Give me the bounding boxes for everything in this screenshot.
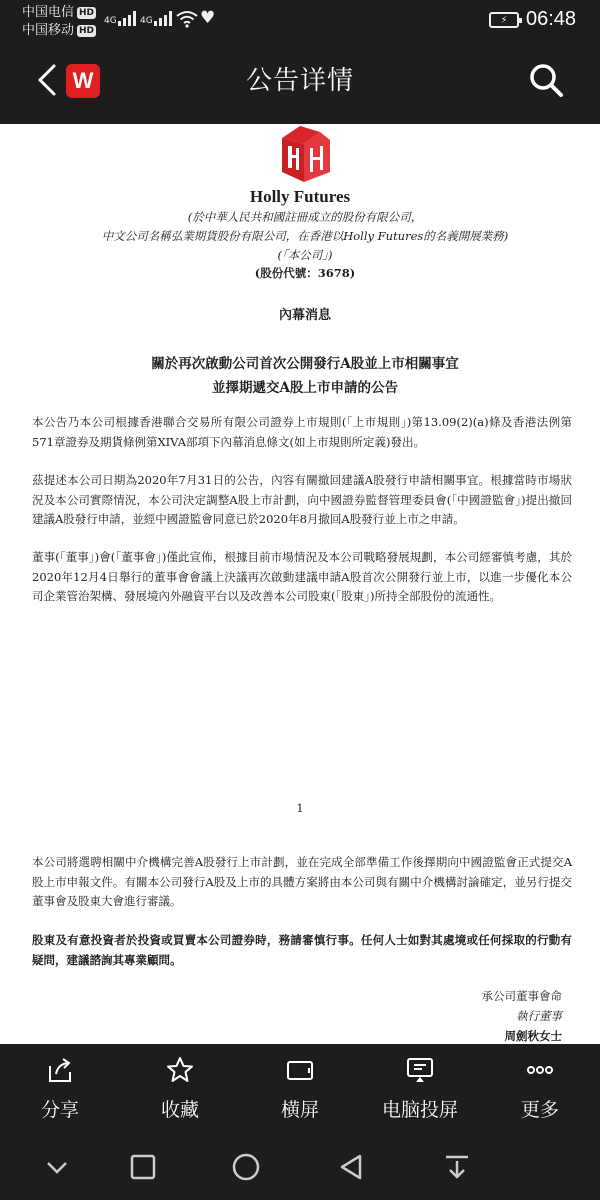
hd-badge-2: HD: [79, 26, 95, 36]
share-label: 分享: [40, 1099, 79, 1121]
landscape-button[interactable]: [240, 1044, 360, 1132]
landscape-label: 横屏: [280, 1099, 319, 1121]
battery-icon: ⚡: [489, 12, 519, 28]
network-type-2: 4G: [140, 16, 153, 26]
more-label: 更多: [520, 1099, 559, 1121]
signature-line-1: 承公司董事會命: [481, 989, 562, 1003]
signature-line-3: 周劍秋女士: [504, 1029, 562, 1043]
chevron-down-icon[interactable]: [42, 1152, 72, 1182]
favorite-label: 收藏: [160, 1099, 199, 1121]
home-icon[interactable]: [231, 1152, 261, 1182]
share-icon: [46, 1056, 74, 1084]
back-nav-icon[interactable]: [336, 1152, 366, 1182]
recent-apps-icon[interactable]: [128, 1152, 158, 1182]
cast-icon: [406, 1056, 434, 1084]
carrier-2-label: 中国移动: [22, 23, 75, 38]
landscape-icon: [286, 1056, 314, 1084]
status-bar: [0, 0, 600, 44]
more-button[interactable]: [480, 1044, 600, 1132]
cast-button[interactable]: [360, 1044, 480, 1132]
star-icon: [166, 1056, 194, 1084]
more-icon: [526, 1056, 554, 1084]
incorporation-note: (於中華人民共和國註冊成立的股份有限公司，: [187, 210, 423, 224]
favorite-button[interactable]: [120, 1044, 240, 1132]
company-reference: (「本公司」): [277, 248, 333, 262]
stock-code: (股份代號：3678): [254, 266, 356, 280]
carrier-1-label: 中国电信: [22, 5, 75, 20]
app-logo-icon: W: [66, 64, 100, 98]
chinese-name-note: 中文公司名稱弘業期貨股份有限公司，在香港以Holly Futures的名義開展業務): [101, 229, 509, 243]
page-title: 公告详情: [245, 66, 354, 96]
company-name: Holly Futures: [249, 187, 351, 206]
system-nav-bar: [0, 1132, 600, 1200]
paragraph-5: 股東及有意投資者於投資或買賣本公司證券時，務請審慎行事。任何人士如對其處境或任何採取的行動有疑問，建議諮詢其專業顧問。: [32, 933, 572, 967]
cast-label: 电脑投屏: [381, 1099, 458, 1121]
carrier-1: [22, 5, 96, 21]
paragraph-1: 本公告乃本公司根據香港聯合交易所有限公司證券上市規則(「上市規則」)第13.09(2)(a)條及香港法例第571章證券及期貨條例第XIVA部項下內幕消息條文(如上市規則所定義)發出。: [32, 415, 572, 449]
signature-line-2: 執行董事: [516, 1009, 562, 1023]
bottom-toolbar: [0, 1044, 600, 1132]
doc-heading: 內幕消息: [278, 308, 331, 323]
company-logo-icon: [276, 124, 334, 184]
status-time: 06:48: [526, 8, 577, 30]
search-icon[interactable]: [528, 62, 564, 98]
paragraph-2: 茲提述本公司日期為2020年7月31日的公告，內容有關撤回建議A股發行申請相關事宜。根據當時市場狀況及本公司實際情況，本公司決定調整A股上市計劃，向中國證券監督管理委員會(「中國證監會」)提出撤回建議A股發行申請，並經中國證監會同意已於2020年8月撤回A股發行並上市之申請。: [32, 473, 572, 526]
signal-1-icon: [104, 10, 136, 26]
wifi-icon: [176, 10, 198, 28]
paragraph-3: 董事(「董事」)會(「董事會」)僅此宣佈，根據目前市場情況及本公司戰略發展規劃，本公司經審慎考慮，其於2020年12月4日舉行的董事會會議上決議再次啟動建議申請A股首次公開發行並上市，以進一步優化本公司企業管治架構、發展境內外融資平台以及改善本公司股東(「股東」)所持全部股份的流通性。: [32, 550, 572, 603]
signal-2-icon: [140, 10, 172, 26]
carrier-2: [22, 23, 96, 39]
announcement-document[interactable]: [0, 124, 600, 1044]
network-type-1: 4G: [104, 16, 117, 26]
health-icon: ♥: [200, 8, 216, 28]
top-bar: [0, 0, 600, 124]
paragraph-4: 本公司將選聘相關中介機構完善A股發行上市計劃，並在完成全部準備工作後擇期向中國證監會正式提交A股上市申報文件。有關本公司發行A股及上市的具體方案將由本公司與有關中介機構討論確定，並另行提交董事會及股東大會進行審議。: [32, 855, 572, 908]
share-button[interactable]: [0, 1044, 120, 1132]
doc-title-line-2: 並擇期遞交A股上市申請的公告: [212, 380, 398, 396]
hd-badge: HD: [79, 8, 95, 18]
notification-drawer-icon[interactable]: [442, 1152, 472, 1182]
doc-title-line-1: 關於再次啟動公司首次公開發行A股並上市相關事宜: [151, 356, 459, 372]
page-number: 1: [296, 802, 304, 815]
